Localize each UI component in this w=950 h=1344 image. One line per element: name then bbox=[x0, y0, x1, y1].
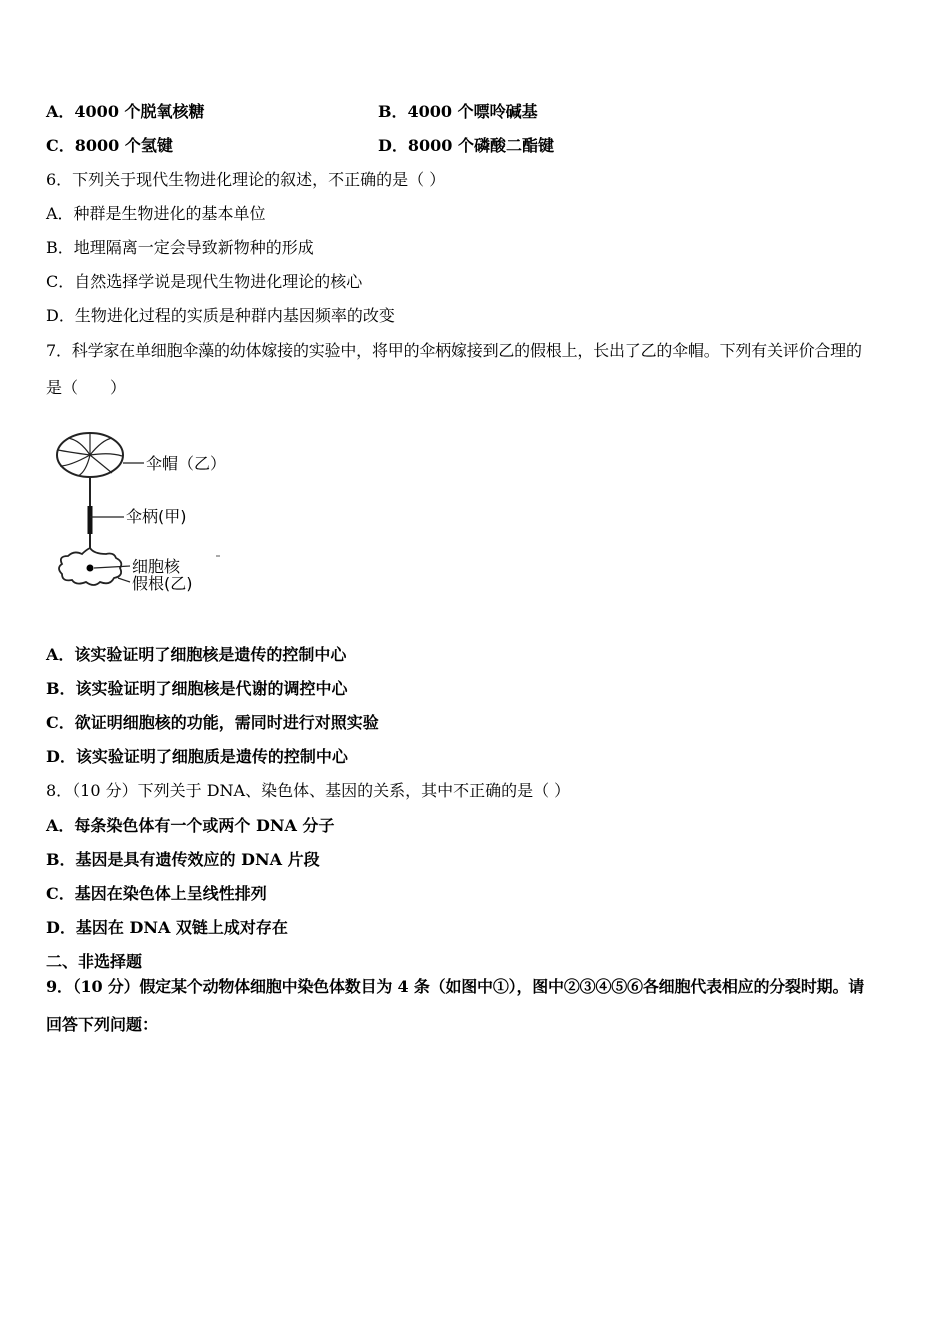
q7-option-b: B．该实验证明了细胞核是代谢的调控中心 bbox=[46, 679, 348, 698]
q5-option-d: D．8000 个磷酸二酯键 bbox=[378, 136, 554, 155]
figure-nucleus-label: 细胞核 bbox=[132, 557, 181, 576]
q5-option-b: B．4000 个嘌呤碱基 bbox=[378, 102, 538, 121]
q6-stem: 6．下列关于现代生物进化理论的叙述，不正确的是（ ） bbox=[46, 170, 446, 189]
q5-option-c: C．8000 个氢键 bbox=[46, 136, 173, 155]
q7-option-c: C．欲证明细胞核的功能，需同时进行对照实验 bbox=[46, 713, 379, 732]
q8-option-d: D．基因在 DNA 双链上成对存在 bbox=[46, 918, 288, 937]
q7-option-d: D．该实验证明了细胞质是遗传的控制中心 bbox=[46, 747, 348, 766]
q7-stem-line2: 是（ ） bbox=[46, 378, 127, 397]
section-title: 二、非选择题 bbox=[46, 952, 143, 971]
q5-option-a: A．4000 个脱氧核糖 bbox=[46, 102, 205, 121]
q8-option-b: B．基因是具有遗传效应的 DNA 片段 bbox=[46, 850, 320, 869]
q7-stem-line1: 7．科学家在单细胞伞藻的幼体嫁接的实验中，将甲的伞柄嫁接到乙的假根上，长出了乙的伞帽。下列有关评价合理的 bbox=[46, 341, 862, 360]
figure-rhizoid-label: 假根(乙) bbox=[132, 574, 193, 593]
figure-cap-label: 伞帽（乙） bbox=[146, 454, 227, 473]
q8-stem: 8．（10 分）下列关于 DNA、染色体、基因的关系，其中不正确的是（ ） bbox=[46, 781, 571, 800]
q6-option-d: D．生物进化过程的实质是种群内基因频率的改变 bbox=[46, 306, 395, 325]
q7-option-a: A．该实验证明了细胞核是遗传的控制中心 bbox=[46, 645, 347, 664]
q8-option-c: C．基因在染色体上呈线性排列 bbox=[46, 884, 267, 903]
q9-stem-line1: 9．（10 分）假定某个动物体细胞中染色体数目为 4 条（如图中①），图中②③④⑤⑥各细胞代表相应的分裂时期。请 bbox=[46, 977, 865, 996]
q6-option-a: A．种群是生物进化的基本单位 bbox=[46, 204, 266, 223]
figure-stalk-label: 伞柄(甲) bbox=[126, 507, 187, 526]
q8-option-a: A．每条染色体有一个或两个 DNA 分子 bbox=[46, 816, 335, 835]
nucleus-dot bbox=[87, 565, 94, 572]
q6-option-c: C．自然选择学说是现代生物进化理论的核心 bbox=[46, 272, 363, 291]
q9-stem-line2: 回答下列问题： bbox=[46, 1015, 159, 1034]
q6-option-b: B．地理隔离一定会导致新物种的形成 bbox=[46, 238, 314, 257]
